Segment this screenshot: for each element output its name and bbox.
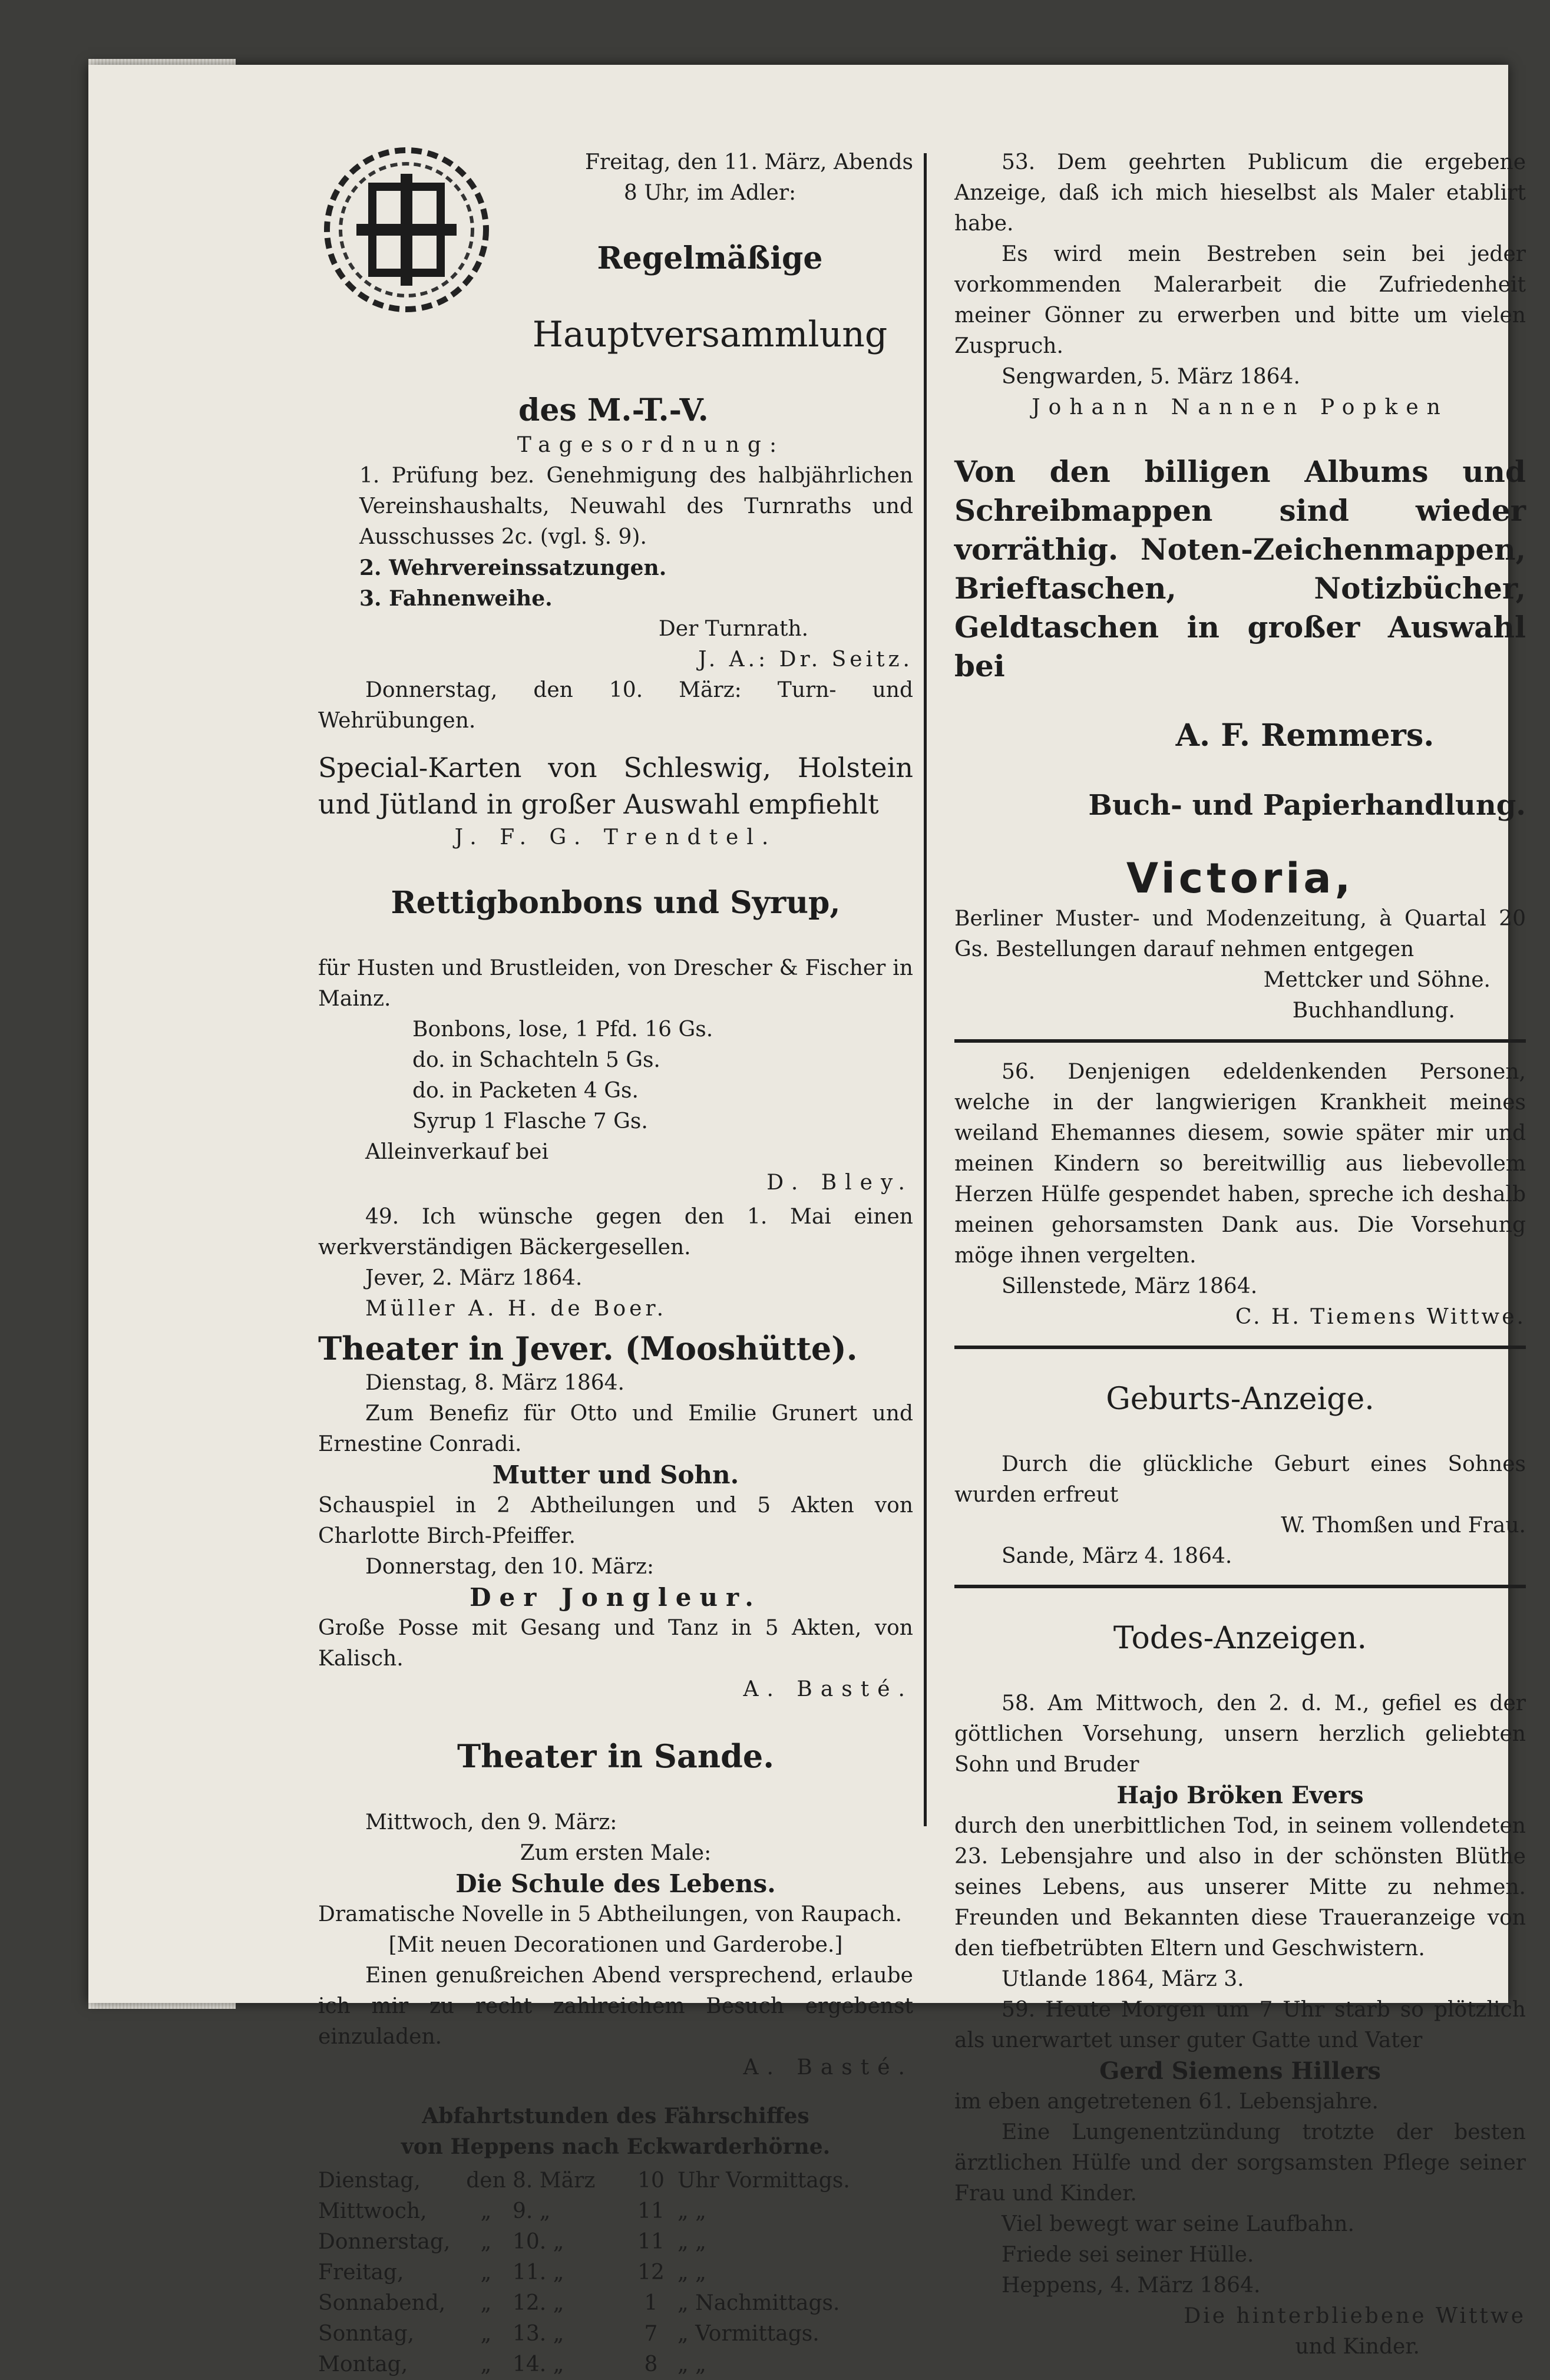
theater-sande-date: Mittwoch, den 9. März: [365, 1810, 617, 1834]
albums-text: Von den billigen Albums und Schreibmappen sind wieder vorräthig. Noten-Zeichenmappen, Brieftaschen, Notizbücher, Geldtaschen in großer Auswahl bei [954, 454, 1526, 683]
todes-place-1: Utlande 1864, März 3. [1002, 1967, 1244, 1991]
ferry-period: „ Nachmittags. [677, 2291, 840, 2315]
ferry-date: 13. „ [513, 2322, 564, 2346]
theater-jever-title: Theater in Jever. (Mooshütte). [318, 1330, 858, 1367]
ferry-period: Uhr Vormittags. [677, 2169, 850, 2193]
dank-place: Sillenstede, März 1864. [1002, 1274, 1258, 1298]
ferry-den: „ [480, 2199, 492, 2223]
geburt-text: Durch die glückliche Geburt eines Sohnes wurden erfreut [954, 1452, 1526, 1507]
todes-text-5: Eine Lungenentzündung trotzte der besten ärztlichen Hülfe und der sorgsamsten Pflege seiner Frau und Kinder. [954, 2120, 1526, 2206]
ferry-day: Sonntag, [318, 2322, 415, 2346]
theater-jever-play-2: Der Jongleur. [470, 1583, 762, 1612]
theater-jever-play-1-desc: Schauspiel in 2 Abtheilungen und 5 Akten von Charlotte Birch-Pfeiffer. [318, 1493, 913, 1548]
ferry-row [318, 2349, 895, 2380]
ferry-period: „ „ [677, 2230, 706, 2254]
maler-place: Sengwarden, 5. März 1864. [1002, 365, 1300, 389]
ferry-schedule [318, 2101, 913, 2380]
dank-ad [954, 1057, 1526, 1333]
todes-ad [954, 1619, 1526, 2362]
ferry-hour: 1 [644, 2291, 658, 2315]
todes-line-2: Friede sei seiner Hülle. [1002, 2243, 1254, 2267]
rule-3 [954, 1585, 1526, 1588]
ferry-row [318, 2288, 895, 2319]
todes-name-2: Gerd Siemens Hillers [1099, 2057, 1381, 2085]
dank-text: 56. Denjenigen edeldenkenden Personen, welche in der langwierigen Krankheit meines weiland Ehemannes diesem, sowie später mir und meinen Kindern so bereitwillig aus liebevollem Herzen Hülfe gespendet haben, spreche ich deshalb meinen gehorsamsten Dank aus. Die Vorsehung möge ihnen vergelten. [954, 1060, 1526, 1268]
ferry-hour: 7 [644, 2322, 658, 2346]
maler-text-2: Es wird mein Bestreben sein bei jeder vorkommenden Malerarbeit die Zufriedenheit meiner Gönner zu erwerben und bitte um vielen Zuspruch. [954, 242, 1526, 358]
theater-jever-benefit: Zum Benefiz für Otto und Emilie Grunert und Ernestine Conradi. [318, 1401, 913, 1456]
ferry-title-1: Abfahrtstunden des Fährschiffes [422, 2104, 809, 2128]
turn-note: Donnerstag, den 10. März: Turn- und Wehrübungen. [318, 678, 913, 733]
turn-title-1: Regelmäßige [597, 240, 823, 276]
logo-monogram: FFFF [405, 313, 408, 314]
turn-title-2: Hauptversammlung [532, 314, 888, 355]
wreath-icon [318, 141, 495, 318]
todes-text-1: 58. Am Mittwoch, den 2. d. M., gefiel es der göttlichen Vorsehung, unsern herzlich geliebten Sohn und Bruder [954, 1691, 1526, 1777]
bonbons-price-3: do. in Packeten 4 Gs. [412, 1079, 639, 1103]
rule-2 [954, 1346, 1526, 1349]
albums-sign-2: Buch- und Papierhandlung. [1088, 789, 1526, 822]
bonbons-sign: D. Bley. [766, 1171, 913, 1195]
albums-ad [954, 452, 1526, 825]
ferry-den: „ [480, 2291, 492, 2315]
theater-jever-play-2-desc: Große Posse mit Gesang und Tanz in 5 Akten, von Kalisch. [318, 1616, 913, 1671]
todes-sign-2: und Kinder. [1295, 2335, 1420, 2359]
ferry-row [318, 2319, 895, 2349]
todes-title: Todes-Anzeigen. [1113, 1621, 1367, 1656]
theater-sande-sign: A. Basté. [743, 2055, 913, 2080]
theater-sande-title: Theater in Sande. [457, 1737, 775, 1775]
ferry-table-body [318, 2166, 895, 2380]
todes-line-1: Viel bewegt war seine Laufbahn. [1002, 2212, 1354, 2236]
maler-ad [954, 147, 1526, 423]
theater-sande-first: Zum ersten Male: [520, 1841, 712, 1865]
baecker-ad [318, 1202, 913, 1324]
ferry-date: 14. „ [513, 2352, 564, 2376]
ferry-title-2: von Heppens nach Eckwarderhörne. [401, 2134, 831, 2159]
ferry-period: „ „ [677, 2199, 706, 2223]
theater-sande-note: [Mit neuen Decorationen und Garderobe.] [388, 1933, 843, 1957]
geburt-place: Sande, März 4. 1864. [1002, 1544, 1232, 1568]
right-column [954, 147, 1526, 2362]
todes-text-2: durch den unerbittlichen Tod, in seinem vollendeten 23. Lebensjahre und also in der schönsten Blüthe seines Lebens, aus unserer Mitte zu nehmen. Freunden und Bekannten diese Traueranzeige von den tiefbetrübten Eltern und Geschwistern. [954, 1814, 1526, 1961]
bonbons-title: Rettigbonbons und Syrup, [391, 885, 841, 921]
ferry-row [318, 2257, 895, 2288]
theater-jever-play-1: Mutter und Sohn. [492, 1460, 739, 1489]
turn-date-1: Freitag, den 11. März, Abends [585, 150, 913, 174]
ferry-day: Donnerstag, [318, 2230, 451, 2254]
todes-name-1: Hajo Bröken Evers [1116, 1781, 1364, 1809]
turn-date-2: 8 Uhr, im Adler: [623, 181, 797, 205]
ferry-row [318, 2227, 895, 2257]
victoria-sign-2: Buchhandlung. [1292, 999, 1455, 1023]
geburt-title: Geburts-Anzeige. [1106, 1381, 1374, 1417]
ferry-hour: 11 [637, 2199, 665, 2223]
ferry-day: Mittwoch, [318, 2199, 427, 2223]
geburt-ad [954, 1380, 1526, 1572]
todes-text-3: 59. Heute Morgen um 7 Uhr starb so plötzlich als unerwartet unser guter Gatte und Vater [954, 1998, 1526, 2052]
theater-jever-ad [318, 1329, 913, 1705]
karten-text: Special-Karten von Schleswig, Holstein und Jütland in großer Auswahl empfiehlt [318, 752, 913, 820]
ferry-hour: 11 [637, 2230, 665, 2254]
ferry-den: „ [480, 2230, 492, 2254]
turn-sign-2: J. A.: Dr. Seitz. [698, 647, 913, 672]
ferry-period: „ Vormittags. [677, 2322, 819, 2346]
geburt-sign: W. Thomßen und Frau. [1281, 1513, 1526, 1538]
victoria-title: Victoria, [1126, 854, 1354, 903]
agenda-item-1: 1. Prüfung bez. Genehmigung des halbjährlichen Vereinshaushalts, Neuwahl des Turnraths und Ausschusses 2c. (vgl. §. 9). [359, 464, 913, 549]
ferry-period: „ „ [677, 2352, 706, 2376]
agenda-item-2: 2. Wehrvereinssatzungen. [359, 556, 667, 580]
turn-sign-1: Der Turnrath. [658, 617, 809, 641]
agenda-item-3: 3. Fahnenweihe. [359, 586, 553, 611]
ferry-date: 12. „ [513, 2291, 564, 2315]
ferry-day: Montag, [318, 2352, 408, 2376]
bonbons-price-1: Bonbons, lose, 1 Pfd. 16 Gs. [412, 1017, 713, 1042]
theater-jever-sign: A. Basté. [743, 1677, 913, 1701]
ferry-row [318, 2196, 895, 2227]
bonbons-price-2: do. in Schachteln 5 Gs. [412, 1048, 660, 1072]
theater-sande-desc: Dramatische Novelle in 5 Abtheilungen, von Raupach. [318, 1902, 903, 1926]
turn-title-3: des M.-T.-V. [518, 392, 709, 428]
theater-sande-play: Die Schule des Lebens. [455, 1869, 776, 1898]
ferry-table [318, 2166, 895, 2380]
ferry-hour: 12 [637, 2260, 665, 2285]
theater-sande-invite: Einen genußreichen Abend versprechend, erlaube ich mir zu recht zahlreichem Besuch ergebenst einzuladen. [318, 1964, 913, 2049]
victoria-text: Berliner Muster- und Modenzeitung, à Quartal 20 Gs. Bestellungen darauf nehmen entgegen [954, 907, 1526, 961]
ferry-date: 11. „ [513, 2260, 564, 2285]
todes-sign-1: Die hinterbliebene Wittwe [1184, 2304, 1526, 2328]
turnverein-ad [318, 147, 913, 736]
ferry-day: Freitag, [318, 2260, 404, 2285]
karten-ad [318, 749, 913, 853]
baecker-text: 49. Ich wünsche gegen den 1. Mai einen werkverständigen Bäckergesellen. [318, 1205, 913, 1260]
maler-text-1: 53. Dem geehrten Publicum die ergebene Anzeige, daß ich mich hieselbst als Maler etablirt habe. [954, 150, 1526, 236]
ferry-day: Sonnabend, [318, 2291, 446, 2315]
agenda-heading: Tagesordnung: [517, 433, 785, 457]
column-divider [924, 153, 927, 1826]
albums-sign-1: A. F. Remmers. [1175, 718, 1435, 753]
todes-place-2: Heppens, 4. März 1864. [1002, 2273, 1261, 2298]
ferry-den: „ [480, 2352, 492, 2376]
ferry-hour: 8 [644, 2352, 658, 2376]
ferry-den: „ [480, 2322, 492, 2346]
theater-jever-date-2: Donnerstag, den 10. März: [365, 1555, 655, 1579]
theater-sande-ad [318, 1737, 913, 2083]
ferry-date: 9. „ [513, 2199, 551, 2223]
theater-jever-date-1: Dienstag, 8. März 1864. [365, 1371, 624, 1395]
ferry-date: 10. „ [513, 2230, 564, 2254]
ferry-row [318, 2166, 895, 2196]
ferry-day: Dienstag, [318, 2169, 421, 2193]
victoria-sign-1: Mettcker und Söhne. [1263, 968, 1490, 992]
ferry-hour: 10 [637, 2169, 665, 2193]
ferry-period: „ „ [677, 2260, 706, 2285]
maler-sign: Johann Nannen Popken [1032, 395, 1449, 419]
victoria-ad [954, 853, 1526, 1026]
turnverein-wreath-logo [318, 141, 495, 318]
bonbons-text: für Husten und Brustleiden, von Drescher & Fischer in Mainz. [318, 956, 913, 1011]
ferry-date: 8. März [513, 2169, 596, 2193]
dank-sign: C. H. Tiemens Wittwe. [1235, 1305, 1526, 1329]
karten-sign: J. F. G. Trendtel. [454, 825, 777, 849]
baecker-sign: Müller A. H. de Boer. [365, 1297, 667, 1321]
left-column [318, 147, 913, 2380]
baecker-place: Jever, 2. März 1864. [365, 1266, 583, 1290]
ferry-den: „ [480, 2260, 492, 2285]
bonbons-ad [318, 884, 913, 1198]
bonbons-sale: Alleinverkauf bei [365, 1140, 548, 1164]
ferry-den: den [466, 2169, 506, 2193]
rule-1 [954, 1039, 1526, 1043]
bonbons-price-4: Syrup 1 Flasche 7 Gs. [412, 1109, 648, 1133]
todes-text-4: im eben angetretenen 61. Lebensjahre. [954, 2090, 1379, 2114]
